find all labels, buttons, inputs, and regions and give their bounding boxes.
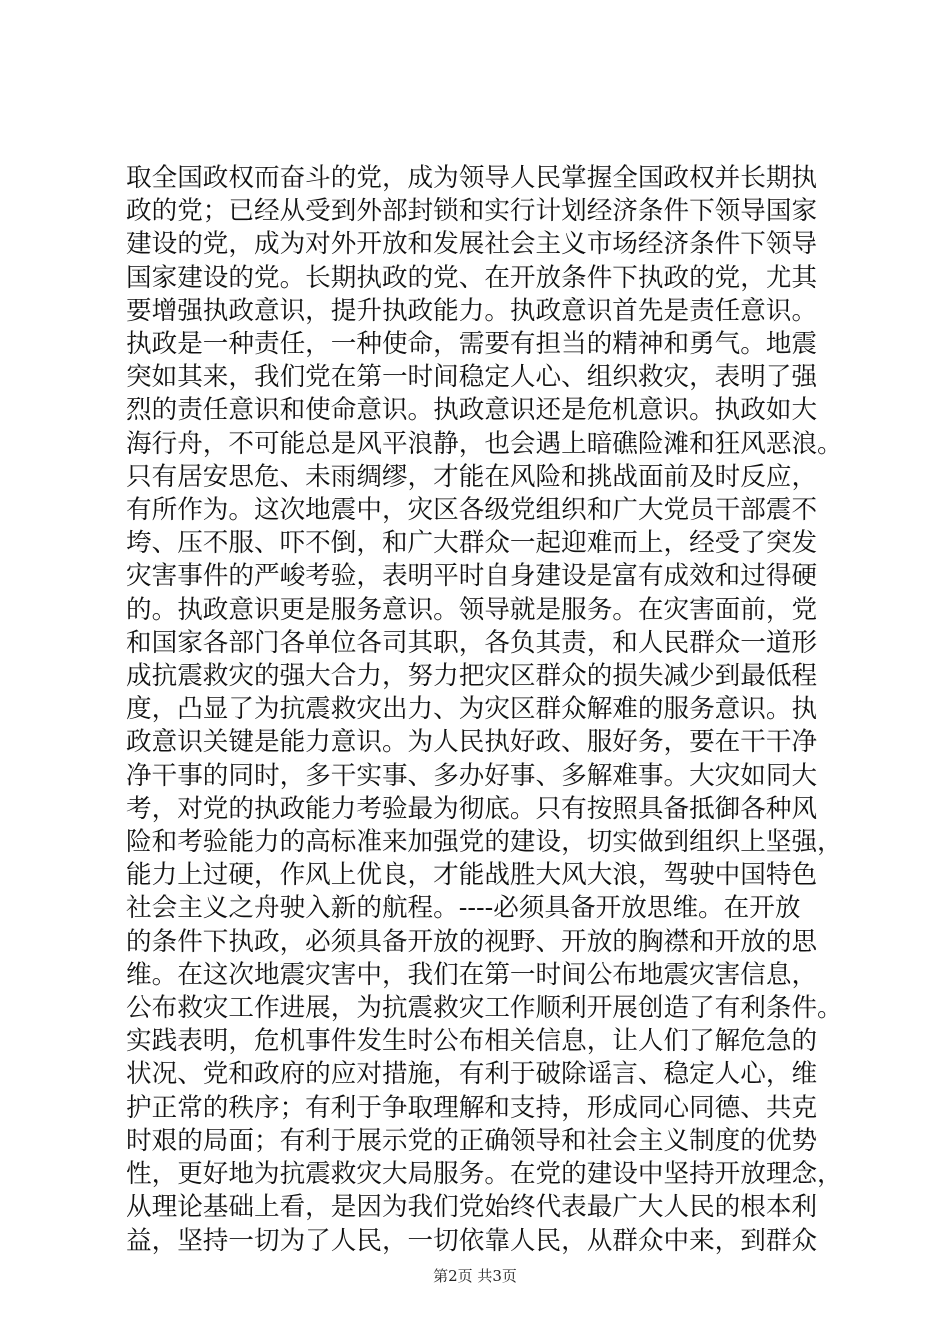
text-line: 灾害事件的严峻考验，表明平时自身建设是富有成效和过得硬 [126,561,818,592]
text-line: 政意识关键是能力意识。为人民执好政、服好务，要在干干净 [126,727,818,758]
text-line: 建设的党，成为对外开放和发展社会主义市场经济条件下领导 [126,229,818,260]
text-line: 险和考验能力的高标准来加强党的建设，切实做到组织上坚强， [126,827,843,858]
body-text [126,162,843,1258]
text-line: 海行舟，不可能总是风平浪静，也会遇上暗礁险滩和狂风恶浪。 [126,428,843,459]
page-footer: 第2页 共3页 [433,1267,517,1285]
text-line: 从理论基础上看，是因为我们党始终代表最广大人民的根本利 [126,1192,818,1223]
text-line: 执政是一种责任，一种使命，需要有担当的精神和勇气。地震 [126,329,818,360]
text-line: 能力上过硬，作风上优良，才能战胜大风大浪，驾驶中国特色 [126,860,818,891]
text-line: 政的党；已经从受到外部封锁和实行计划经济条件下领导国家 [126,196,818,227]
text-line: 度，凸显了为抗震救灾出力、为灾区群众解难的服务意识。执 [126,694,818,725]
text-line: 实践表明，危机事件发生时公布相关信息，让人们了解危急的 [126,1026,818,1057]
text-line: 成抗震救灾的强大合力，努力把灾区群众的损失减少到最低程 [126,661,818,692]
text-line: 要增强执政意识，提升执政能力。执政意识首先是责任意识。 [126,295,818,326]
text-line: 垮、压不服、吓不倒，和广大群众一起迎难而上，经受了突发 [126,528,818,559]
text-line: 考，对党的执政能力考验最为彻底。只有按照具备抵御各种风 [126,793,818,824]
text-line: 益，坚持一切为了人民，一切依靠人民，从群众中来，到群众 [126,1225,818,1256]
text-line: 烈的责任意识和使命意识。执政意识还是危机意识。执政如大 [126,395,818,426]
text-line: 突如其来，我们党在第一时间稳定人心、组织救灾，表明了强 [126,362,818,393]
text-line: 有所作为。这次地震中，灾区各级党组织和广大党员干部震不 [126,495,818,526]
text-line: 净干事的同时，多干实事、多办好事、多解难事。大灾如同大 [126,760,818,791]
text-line: 维。在这次地震灾害中，我们在第一时间公布地震灾害信息， [126,959,818,990]
text-line: 状况、党和政府的应对措施，有利于破除谣言、稳定人心，维 [126,1059,818,1090]
text-line: 性，更好地为抗震救灾大局服务。在党的建设中坚持开放理念， [126,1159,843,1190]
text-line: 公布救灾工作进展，为抗震救灾工作顺利开展创造了有利条件。 [126,993,843,1024]
text-line: 的。执政意识更是服务意识。领导就是服务。在灾害面前，党 [126,594,818,625]
text-line: 和国家各部门各单位各司其职，各负其责，和人民群众一道形 [126,627,818,658]
text-line: 国家建设的党。长期执政的党、在开放条件下执政的党，尤其 [126,262,818,293]
text-line: 时艰的局面；有利于展示党的正确领导和社会主义制度的优势 [126,1125,818,1156]
text-line: 护正常的秩序；有利于争取理解和支持，形成同心同德、共克 [126,1092,818,1123]
text-line: 取全国政权而奋斗的党，成为领导人民掌握全国政权并长期执 [126,163,818,193]
text-line: 只有居安思危、未雨绸缪，才能在风险和挑战面前及时反应， [126,461,818,492]
text-line: 的条件下执政，必须具备开放的视野、开放的胸襟和开放的思 [126,926,818,957]
text-line: 社会主义之舟驶入新的航程。----必须具备开放思维。在开放 [126,893,801,924]
